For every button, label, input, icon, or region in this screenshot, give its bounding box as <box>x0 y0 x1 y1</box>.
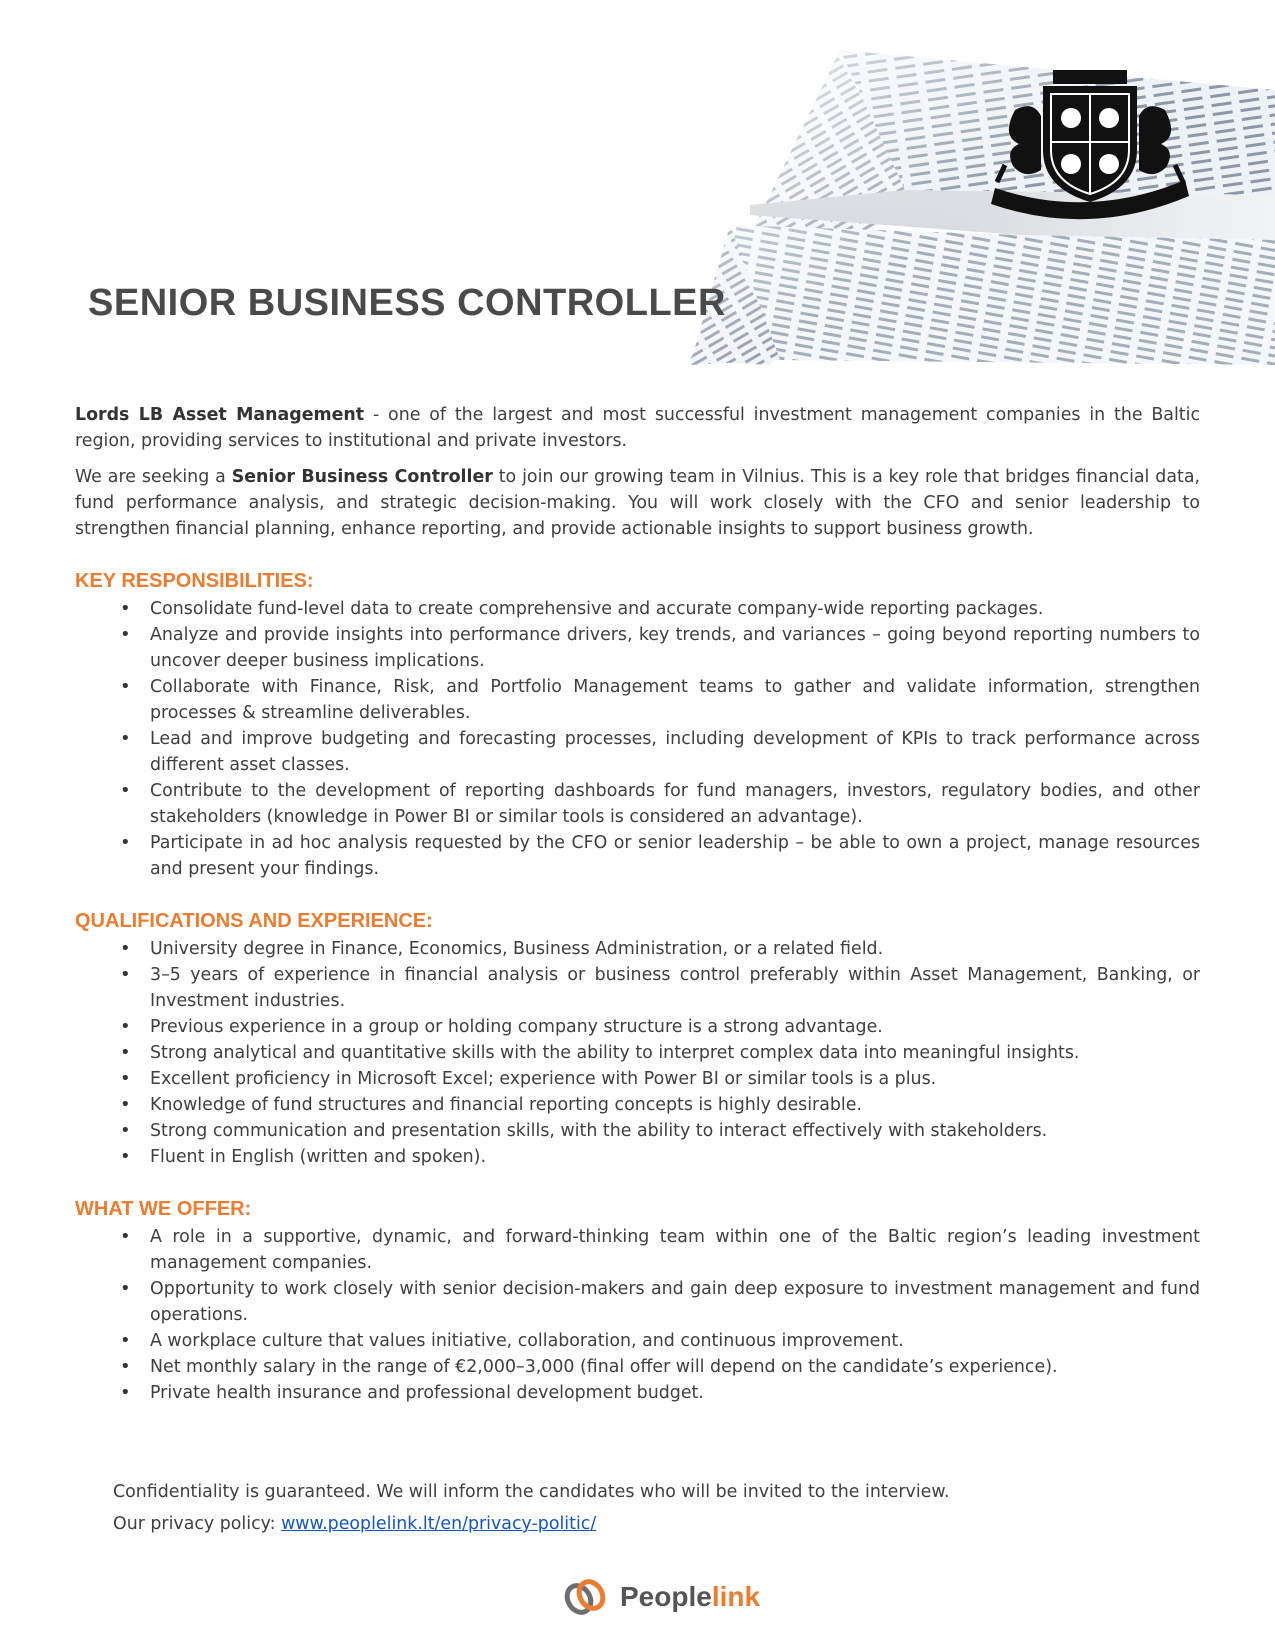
list-item: • A workplace culture that values initiative, collaboration, and continuous improvement. <box>75 1328 1200 1354</box>
list-item: • Net monthly salary in the range of €2,000–3,000 (final offer will depend on the candidate’s experience). <box>75 1354 1200 1380</box>
list-item: • Consolidate fund-level data to create comprehensive and accurate company-wide reporting packages. <box>75 596 1200 622</box>
company-crest-logo <box>975 70 1205 235</box>
offer-heading: WHAT WE OFFER: <box>75 1198 252 1220</box>
list-item: • Strong analytical and quantitative skills with the ability to interpret complex data into meaningful insights. <box>75 1040 1200 1066</box>
list-item: • Analyze and provide insights into performance drivers, key trends, and variances – going beyond reporting numbers to uncover deeper business implications. <box>75 622 1200 674</box>
list-item: • Contribute to the development of reporting dashboards for fund managers, investors, regulatory bodies, and other stakeholders (knowledge in Power BI or similar tools is considered an advantage). <box>75 778 1200 830</box>
list-item: • 3–5 years of experience in financial analysis or business control preferably within Asset Management, Banking, or Investment industries. <box>75 962 1200 1014</box>
peoplelink-mark-icon <box>560 1572 610 1622</box>
list-item: • Strong communication and presentation skills, with the ability to interact effectively with stakeholders. <box>75 1118 1200 1144</box>
list-item: • Excellent proficiency in Microsoft Excel; experience with Power BI or similar tools is a plus. <box>75 1066 1200 1092</box>
list-item: • Participate in ad hoc analysis requested by the CFO or senior leadership – be able to own a project, manage resources and present your findings. <box>75 830 1200 882</box>
responsibilities-heading: KEY RESPONSIBILITIES: <box>75 570 314 592</box>
page-title: SENIOR BUSINESS CONTROLLER <box>88 282 726 324</box>
list-item: • Private health insurance and professional development budget. <box>75 1380 1200 1406</box>
list-item: • Fluent in English (written and spoken). <box>75 1144 1200 1170</box>
confidentiality-note: Confidentiality is guaranteed. We will inform the candidates who will be invited to the interview. <box>113 1482 950 1502</box>
list-item: • Knowledge of fund structures and financial reporting concepts is highly desirable. <box>75 1092 1200 1118</box>
peoplelink-logo <box>560 1572 760 1622</box>
list-item: • Previous experience in a group or holding company structure is a strong advantage. <box>75 1014 1200 1040</box>
intro-paragraph: Lords LB Asset Management - one of the largest and most successful investment management companies in the Baltic region, providing services to institutional and private investors. <box>75 405 1201 451</box>
job-description <box>75 402 1200 1406</box>
list-item: • A role in a supportive, dynamic, and forward-thinking team within one of the Baltic region’s leading investment management companies. <box>75 1224 1200 1276</box>
list-item: • Collaborate with Finance, Risk, and Portfolio Management teams to gather and validate information, strengthen processes & streamline deliverables. <box>75 674 1200 726</box>
footer-notes <box>113 1476 950 1540</box>
list-item: • Opportunity to work closely with senior decision-makers and gain deep exposure to investment management and fund operations. <box>75 1276 1200 1328</box>
list-item: • Lead and improve budgeting and forecasting processes, including development of KPIs to track performance across different asset classes. <box>75 726 1200 778</box>
qualifications-heading: QUALIFICATIONS AND EXPERIENCE: <box>75 910 433 932</box>
role-paragraph: We are seeking a Senior Business Controller to join our growing team in Vilnius. This is a key role that bridges financial data, fund performance analysis, and strategic decision-making. You will work closely with the CFO and senior leadership to strengthen financial planning, enhance reporting, and provide actionable insights to support business growth. <box>75 467 1201 539</box>
responsibilities-list <box>75 596 1200 882</box>
qualifications-list <box>75 936 1200 1170</box>
offer-list <box>75 1224 1200 1406</box>
privacy-policy-link[interactable]: www.peoplelink.lt/en/privacy-politic/ <box>281 1514 597 1534</box>
privacy-policy-line: Our privacy policy: www.peoplelink.lt/en/privacy-politic/ <box>113 1514 597 1534</box>
list-item: • University degree in Finance, Economics, Business Administration, or a related field. <box>75 936 1200 962</box>
company-name: Lords LB Asset Management <box>75 405 365 425</box>
peoplelink-wordmark: Peoplelink <box>620 1581 761 1612</box>
role-name: Senior Business Controller <box>231 467 493 487</box>
